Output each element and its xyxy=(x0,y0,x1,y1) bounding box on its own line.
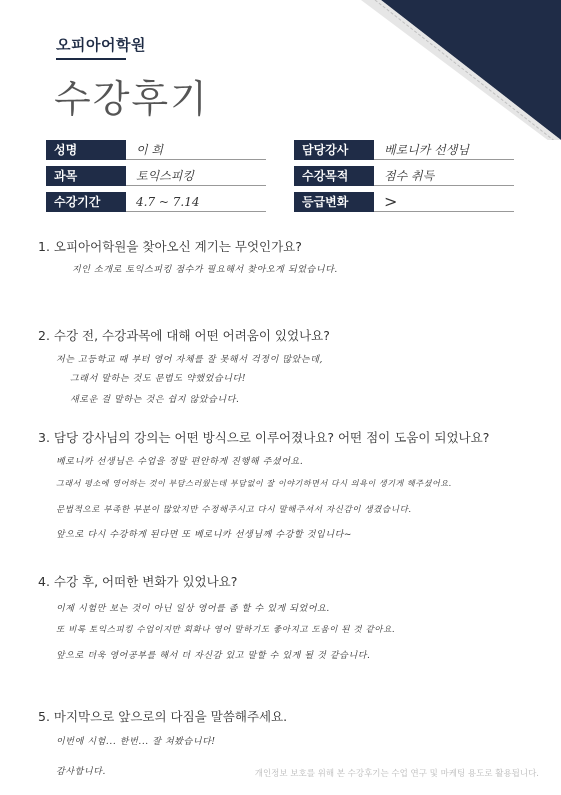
name-label: 성명 xyxy=(46,140,126,160)
answer-line: 앞으로 다시 수강하게 된다면 또 베로니카 선생님께 수강할 것입니다~ xyxy=(56,530,353,540)
subject-label: 과목 xyxy=(46,166,126,186)
teacher-label: 담당강사 xyxy=(294,140,374,160)
period-label: 수강기간 xyxy=(46,192,126,212)
question-title: 4. 수강 후, 어떠한 변화가 있었나요? xyxy=(38,574,238,589)
question-title: 2. 수강 전, 수강과목에 대해 어떤 어려움이 있었나요? xyxy=(38,328,330,343)
name-value: 이 희 xyxy=(126,140,266,160)
info-row-period xyxy=(46,192,516,212)
corner-decoration xyxy=(361,0,561,140)
question-title: 3. 담당 강사님의 강의는 어떤 방식으로 이루어졌나요? 어떤 점이 도움이 되었나요? xyxy=(38,430,490,445)
answer-line: 그래서 평소에 영어하는 것이 부담스러웠는데 부담없이 잘 이야기하면서 다시 의욕이 생기게 해주셨어요. xyxy=(56,479,452,488)
purpose-value: 점수 취득 xyxy=(374,166,514,186)
subject-value: 토익스피킹 xyxy=(126,166,266,186)
header-divider xyxy=(56,58,126,60)
academy-name: 오피아어학원 xyxy=(56,36,146,54)
answer-line: 저는 고등학교 때 부터 영어 자체를 잘 못해서 걱정이 많았는데, xyxy=(56,355,323,365)
grade-value: > xyxy=(374,192,514,212)
answer-line: 그래서 말하는 것도 문법도 약했었습니다! xyxy=(70,374,247,384)
info-row-subject xyxy=(46,166,516,186)
answer-line: 이제 시험만 보는 것이 아닌 일상 영어를 좀 할 수 있게 되었어요. xyxy=(56,604,330,614)
answer-line: 앞으로 더욱 영어공부를 해서 더 자신감 있고 말할 수 있게 될 것 같습니다. xyxy=(56,651,371,661)
answer-line: 감사합니다. xyxy=(56,767,106,777)
teacher-value: 베로니카 선생님 xyxy=(374,140,514,160)
answer-line: 베로니카 선생님은 수업을 정말 편안하게 진행해 주셨어요. xyxy=(56,457,304,467)
answer-line: 지인 소개로 토익스피킹 점수가 필요해서 찾아오게 되었습니다. xyxy=(72,265,338,275)
period-value: 4.7 ~ 7.14 xyxy=(126,192,266,212)
answer-line: 이번에 시험... 한번... 잘 쳐봤습니다! xyxy=(56,737,216,747)
purpose-label: 수강목적 xyxy=(294,166,374,186)
info-row-name xyxy=(46,140,516,160)
answer-line: 새로운 걸 말하는 것은 쉽지 않았습니다. xyxy=(70,395,240,405)
answer-line: 또 비록 토익스피킹 수업이지만 회화나 영어 말하기도 좋아지고 도움이 된 것 같아요. xyxy=(56,625,396,635)
question-title: 1. 오피아어학원을 찾아오신 계기는 무엇인가요? xyxy=(38,239,302,254)
question-title: 5. 마지막으로 앞으로의 다짐을 말씀해주세요. xyxy=(38,709,288,724)
page-title: 수강후기 xyxy=(54,77,209,121)
footer-note: 개인정보 보호를 위해 본 수강후기는 수업 연구 및 마케팅 용도로 활용됩니다. xyxy=(254,769,539,779)
answer-line: 문법적으로 부족한 부분이 많았지만 수정해주시고 다시 말해주셔서 자신감이 생겼습니다. xyxy=(56,505,412,515)
grade-label: 등급변화 xyxy=(294,192,374,212)
